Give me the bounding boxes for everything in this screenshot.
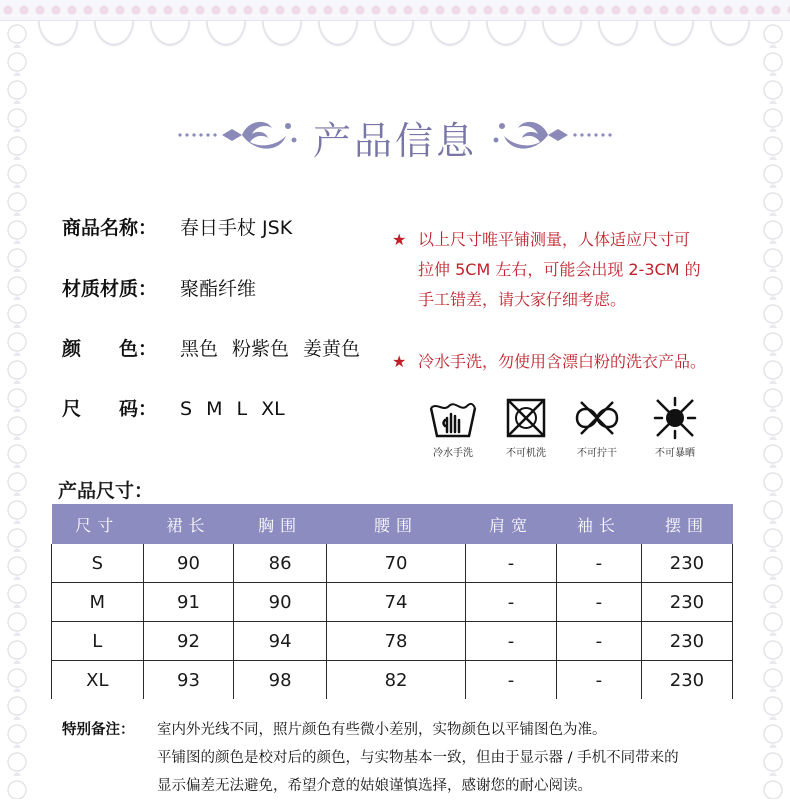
header-bust: 胸围 [234,504,327,544]
info-value: 春日手杖 JSK [180,217,293,239]
info-label [62,334,172,361]
size-option: M [206,398,223,420]
table-cell: 230 [641,661,732,700]
table-cell: 78 [326,622,465,661]
info-material [62,274,256,301]
label-sep: ： [138,338,158,360]
table-cell: 230 [641,544,732,583]
title-row [0,108,790,168]
table-cell: - [466,661,557,700]
table-cell: 92 [143,622,234,661]
header-waist: 腰围 [326,504,465,544]
label-text: 材质材质 [62,278,139,300]
table-cell: 90 [234,583,327,622]
label-char: 码 [119,398,139,420]
note-line: 手工错差，请大家仔细考虑。 [418,290,627,309]
remark-label: 特别备注： [62,722,135,738]
color-option: 粉紫色 [232,338,290,360]
table-cell: 74 [326,583,465,622]
care-caption: 不可机洗 [506,448,546,459]
table-cell: XL [52,661,144,700]
table-cell: L [52,622,144,661]
table-cell: 86 [234,544,327,583]
remark-line: 显示偏差无法避免，希望介意的姑娘谨慎选择，感谢您的耐心阅读。 [157,778,592,794]
note-line: 拉伸 5CM 左右，可能会出现 2-3CM 的 [418,260,701,279]
table-cell: 93 [143,661,234,700]
header-sleeve: 袖长 [556,504,641,544]
header-size: 尺寸 [52,504,144,544]
table-cell: 230 [641,622,732,661]
table-row [52,622,733,661]
special-remark [62,716,679,800]
label-char: 尺 [62,398,82,420]
label-sep: ： [138,398,158,420]
care-caption: 不可拧干 [577,448,617,459]
remark-line: 室内外光线不同，照片颜色有些微小差别，实物颜色以平铺图色为准。 [157,722,607,738]
size-option: S [180,398,193,420]
size-section-title: 产品尺寸： [58,480,154,502]
info-value: 聚酯纤维 [180,278,257,300]
table-row [52,583,733,622]
table-row [52,661,733,700]
table-cell: 82 [326,661,465,700]
color-option: 黑色 [180,338,219,360]
table-cell: - [466,622,557,661]
table-header-row [52,504,733,544]
star-icon: ★ [392,230,407,249]
info-label [62,394,172,421]
table-cell: - [556,544,641,583]
table-cell: M [52,583,144,622]
header-length: 裙长 [143,504,234,544]
table-cell: - [556,622,641,661]
note-washing [392,347,706,377]
size-option: XL [261,398,285,420]
info-product-name [62,213,292,240]
star-icon: ★ [392,352,407,371]
note-line: 以上尺寸唯平铺测量，人体适应尺寸可 [418,230,691,249]
table-cell: 230 [641,583,732,622]
table-cell: 98 [234,661,327,700]
care-caption: 不可暴晒 [655,448,695,459]
care-no-sun-dry [640,396,710,459]
care-no-wring [562,396,632,459]
info-label [62,274,172,301]
header-hem: 摆围 [641,504,732,544]
table-cell: - [466,583,557,622]
color-option: 姜黄色 [303,338,361,360]
ornament-right-icon [488,112,614,158]
table-cell: S [52,544,144,583]
info-label [62,213,172,240]
no-wring-icon [571,396,623,440]
table-cell: 70 [326,544,465,583]
table-cell: 90 [143,544,234,583]
table-cell: - [556,583,641,622]
table-cell: 94 [234,622,327,661]
size-table [51,504,733,699]
table-cell: 91 [143,583,234,622]
note-line: 冷水手洗，勿使用含漂白粉的洗衣产品。 [418,352,707,371]
info-color [62,334,360,361]
info-size [62,394,285,421]
care-cold-hand-wash [418,396,488,459]
note-measurement [392,225,701,315]
no-machine-wash-icon [500,396,552,440]
label-sep: ： [138,278,158,300]
no-sun-dry-icon [649,396,701,440]
label-sep: ： [138,217,158,239]
care-no-machine-wash [491,396,561,459]
table-cell: - [556,661,641,700]
page-title: 产品信息 [312,119,477,163]
remark-line: 平铺图的颜色是校对后的颜色，与实物基本一致，但由于显示器 / 手机不同带来的 [157,750,679,766]
label-char: 色 [119,338,139,360]
cold-hand-wash-icon [427,396,479,440]
ornament-left-icon [176,112,302,158]
size-option: L [236,398,248,420]
header-shoulder: 肩宽 [466,504,557,544]
table-cell: - [466,544,557,583]
label-text: 商品名称 [62,217,139,239]
table-row [52,544,733,583]
care-caption: 冷水手洗 [433,448,473,459]
label-char: 颜 [62,338,82,360]
